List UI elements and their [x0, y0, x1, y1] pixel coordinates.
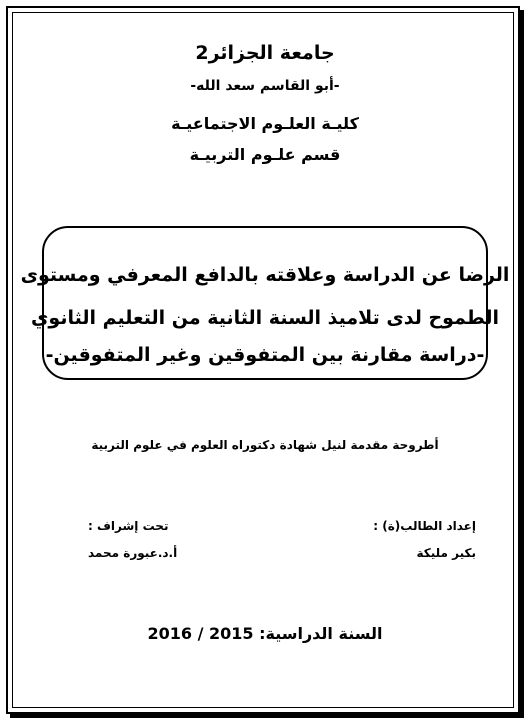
faculty-name: كليـة العلـوم الاجتماعيـة	[171, 114, 359, 133]
university-name: جامعة الجزائر2	[195, 42, 335, 64]
student-name: بكير مليكة	[416, 546, 476, 560]
thesis-note: أطروحة مقدمة لنيل شهادة دكتوراه العلوم في علوم التربية	[91, 438, 439, 452]
title-line-2: الطموح لدى تلاميذ السنة الثانية من التعليم الثانوي	[31, 307, 499, 329]
department-name: قسم علـوم التربيـة	[189, 145, 341, 164]
title-subtitle: -دراسة مقارنة بين المتفوقين وغير المتفوقين-	[45, 344, 485, 366]
prepared-by-label: إعداد الطالب(ة) :	[373, 519, 476, 533]
academic-year: السنة الدراسية: 2015 / 2016	[147, 624, 383, 643]
supervision-label: تحت إشراف :	[88, 519, 169, 533]
supervisor-name: أ.د.عبورة محمد	[88, 546, 178, 560]
university-honorific: -أبو القاسم سعد الله-	[190, 78, 340, 94]
page-border-shadow-bottom	[10, 714, 524, 718]
title-line-1: الرضا عن الدراسة وعلاقته بالدافع المعرفي ومستوى	[20, 264, 510, 286]
